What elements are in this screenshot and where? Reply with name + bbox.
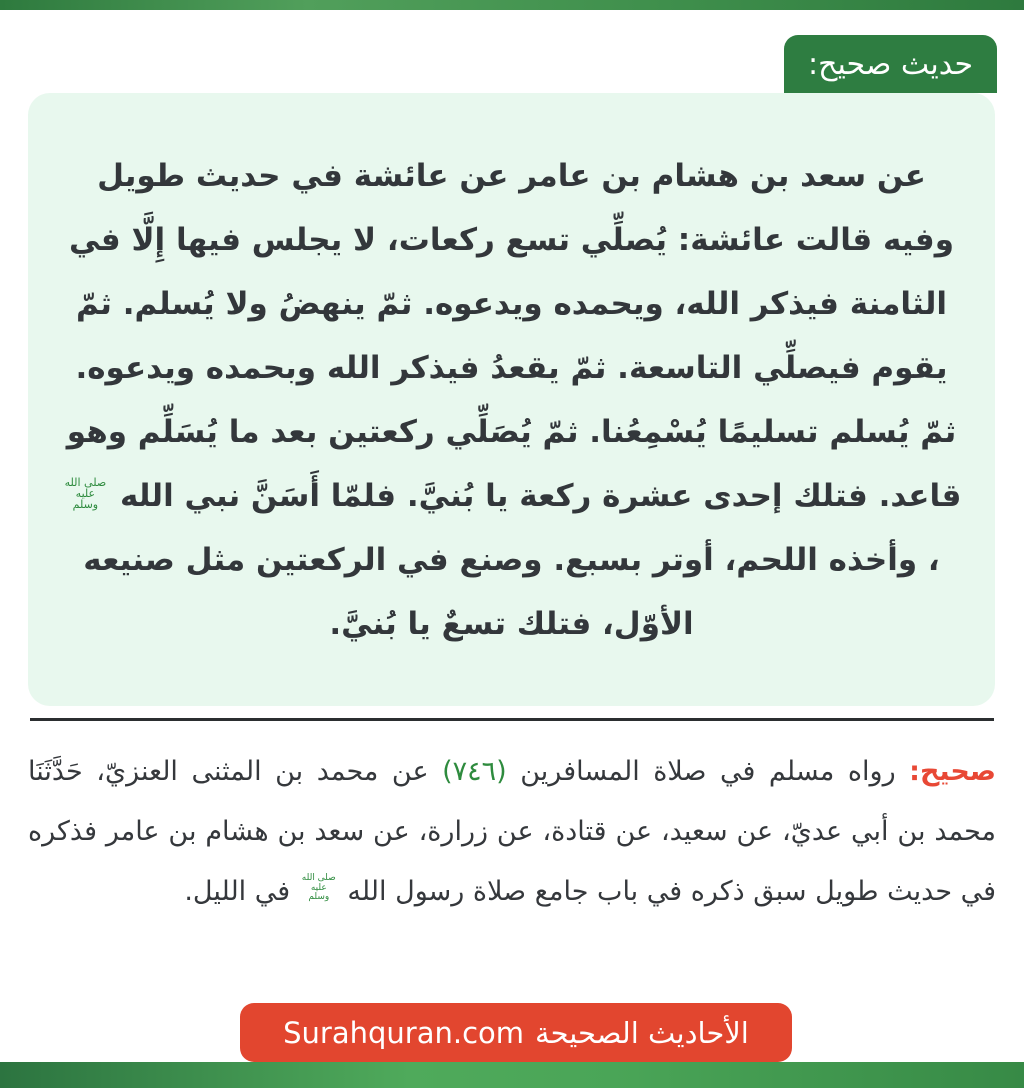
- hadith-number: (٧٤٦): [442, 756, 507, 787]
- site-button-domain-label: Surahquran.com: [283, 1015, 525, 1050]
- hadith-part2: ، وأخذه اللحم، أوتر بسبع. وصنع في الركعتين مثل صنيعه الأوّل، فتلك تسعٌ يا بُنيَّ.: [83, 541, 940, 642]
- hadith-text: [60, 144, 963, 656]
- hadith-grade-badge: [784, 35, 997, 93]
- grade-label: صحيح:: [909, 756, 996, 787]
- saw-ligature-icon: صلى الله عليه وسلم: [64, 475, 107, 511]
- surahquran-site-button[interactable]: [240, 1003, 792, 1062]
- takhrij-paragraph: [28, 742, 996, 922]
- hadith-part1: عن سعد بن هشام بن عامر عن عائشة في حديث طويل وفيه قالت عائشة: يُصلِّي تسع ركعات، لا يجلس فيها إِلَّا في الثامنة فيذكر الله، ويحمده ويدعوه. ثمّ ينهضُ ولا يُسلم. ثمّ يقوم فيصلِّي التاسعة. ثمّ يقعدُ فيذكر الله وبحمده ويدعوه. ثمّ يُسلم تسليمًا يُسْمِعُنا. ثمّ يُصَلِّي ركعتين بعد ما يُسَلِّم وهو قاعد. فتلك إحدى عشرة ركعة يا بُنيَّ. فلمّا أَسَنَّ نبي الله: [66, 157, 962, 514]
- saw-ligature-icon: صلى الله عليه وسلم: [301, 873, 336, 903]
- bottom-green-bar: [0, 1062, 1024, 1088]
- site-button-arabic-label: الأحاديث الصحيحة: [535, 1015, 749, 1050]
- horizontal-divider: [30, 718, 994, 721]
- takhrij-part2: عن محمد بن المثنى العنزيّ، حَدَّثَنَا محمد بن أبي عديّ، عن سعيد، عن قتادة، عن زرارة، عن سعد بن هشام بن عامر فذكره في حديث طويل سبق ذكره في باب جامع صلاة رسول الله: [28, 756, 996, 907]
- takhrij-part3: في الليل.: [184, 876, 291, 907]
- takhrij-part1: رواه مسلم في صلاة المسافرين: [520, 756, 896, 787]
- top-green-bar: [0, 0, 1024, 10]
- hadith-text-card: [28, 93, 995, 706]
- hadith-grade-badge-label: حديث صحيح:: [808, 46, 973, 82]
